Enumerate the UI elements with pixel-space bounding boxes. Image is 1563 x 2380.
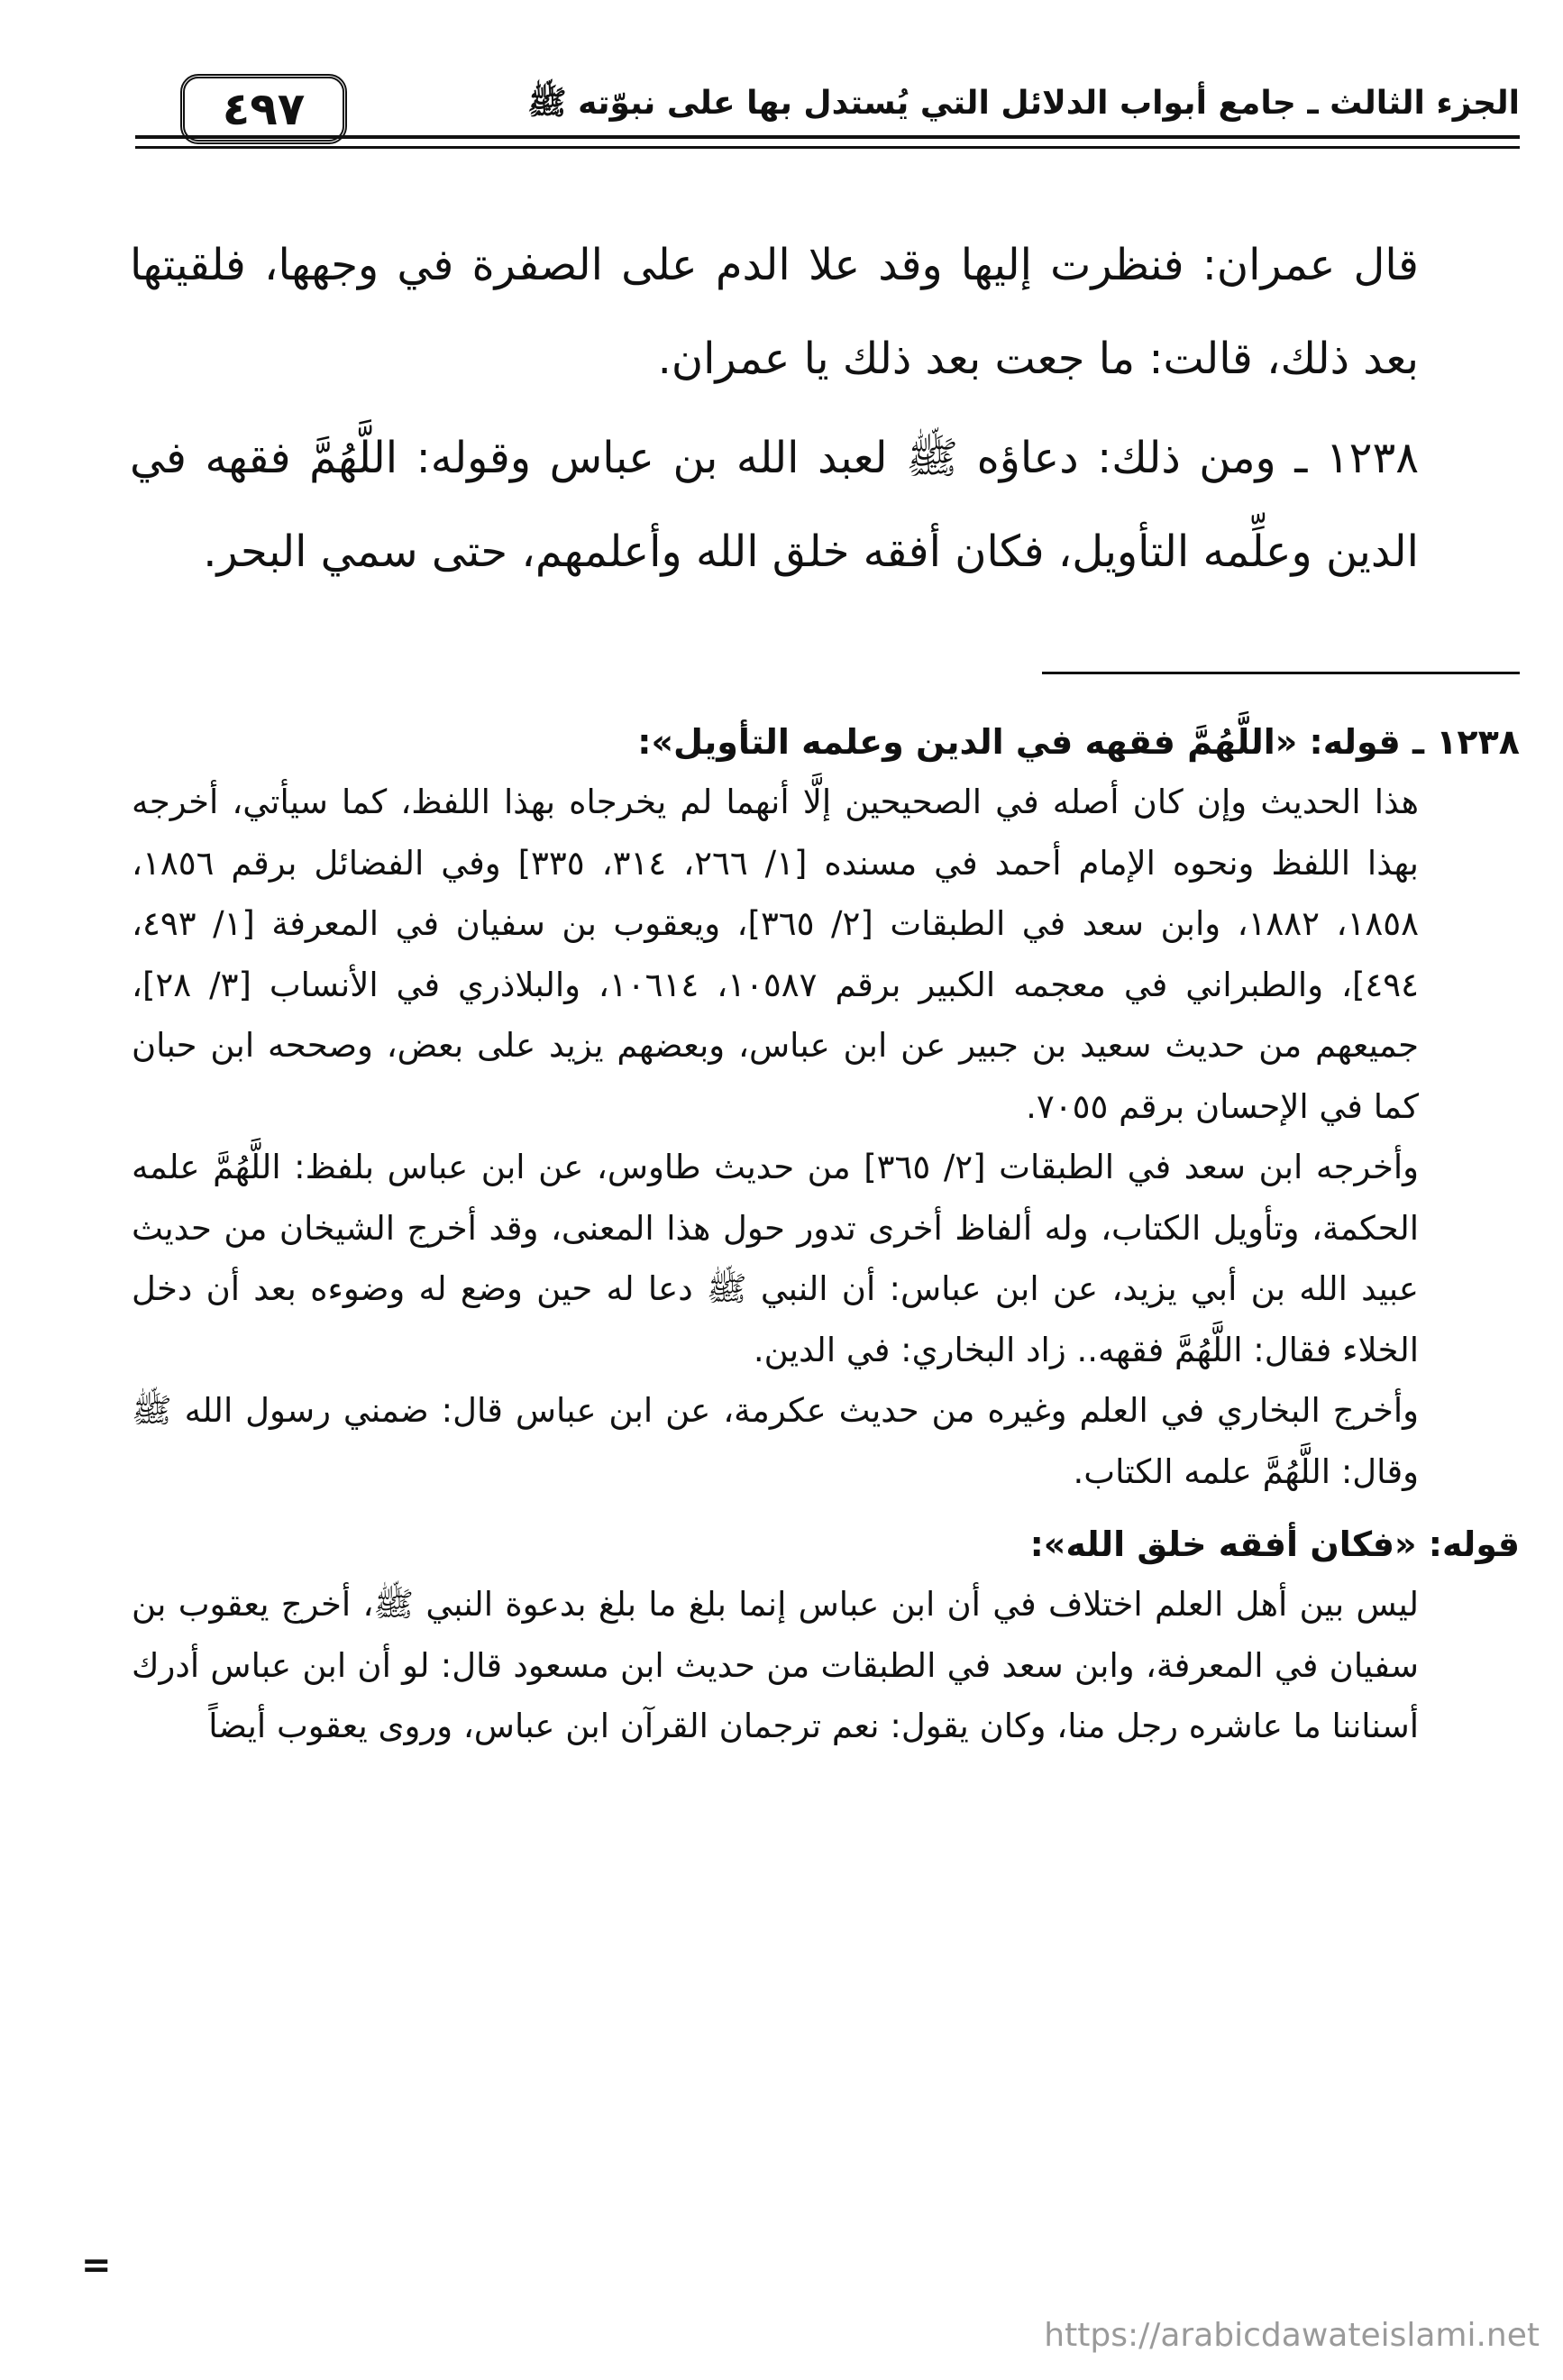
watermark-url: https://arabicdawateislami.net [1044, 2317, 1540, 2354]
commentary-heading: ١٢٣٨ ـ قوله: «اللَّهُمَّ فقهه في الدين وعلمه التأويل»: [637, 722, 1520, 762]
header-rule-bottom [135, 146, 1520, 149]
commentary-paragraph: وأخرج البخاري في العلم وغيره من حديث عكرمة، عن ابن عباس قال: ضمني رسول الله ﷺ وقال: اللَّهُمَّ علمه الكتاب. [132, 1391, 1419, 1491]
running-header-title: الجزء الثالث ـ جامع أبواب الدلائل التي يُستدل بها على نبوّته ﷺ [527, 85, 1520, 122]
commentary-paragraph: وأخرجه ابن سعد في الطبقات [٢/ ٣٦٥] من حديث طاوس، عن ابن عباس بلفظ: اللَّهُمَّ علمه الحكمة، وتأويل الكتاب، وله ألفاظ أخرى تدور حول هذا المعنى، وقد أخرج الشيخان من حديث عبيد الله بن أبي يزيد، عن ابن عباس: أن النبي ﷺ دعا له حين وضع له وضوءه بعد أن دخل الخلاء فقال: اللَّهُمَّ فقهه.. زاد البخاري: في الدين. [132, 1148, 1419, 1369]
commentary-paragraph: هذا الحديث وإن كان أصله في الصحيحين إلَّا أنهما لم يخرجاه بهذا اللفظ، كما سيأتي، أخرجه بهذا اللفظ ونحوه الإمام أحمد في مسنده [١/ ٢٦٦، ٣١٤، ٣٣٥] وفي الفضائل برقم ١٨٥٦، ١٨٥٨، ١٨٨٢، وابن سعد في الطبقات [٢/ ٣٦٥]، ويعقوب بن سفيان في المعرفة [١/ ٤٩٣، ٤٩٤]، والطبراني في معجمه الكبير برقم ١٠٥٨٧، ١٠٦١٤، والبلاذري في الأنساب [٣/ ٢٨]، جميعهم من حديث سعيد بن جبير عن ابن عباس، وبعضهم يزيد على بعض، وصححه ابن حبان كما في الإحسان برقم ٧٠٥٥. [132, 783, 1420, 1126]
footnote-divider [1042, 672, 1520, 674]
commentary-paragraph: ليس بين أهل العلم اختلاف في أن ابن عباس إنما بلغ ما بلغ بدعوة النبي ﷺ، أخرج يعقوب بن سفيان في المعرفة، وابن سعد في الطبقات من حديث ابن مسعود قال: لو أن ابن عباس أدرك أسناننا ما عاشره رجل منا، وكان يقول: نعم ترجمان القرآن ابن عباس، وروى يعقوب أيضاً [132, 1585, 1419, 1745]
commentary-heading: قوله: «فكان أفقه خلق الله»: [1029, 1524, 1520, 1564]
page-number-box [180, 74, 347, 144]
main-paragraph: ١٢٣٨ ـ ومن ذلك: دعاؤه ﷺ لعبد الله بن عباس وقوله: اللَّهُمَّ فقهه في الدين وعلِّمه التأويل، فكان أفقه خلق الله وأعلمهم، حتى سمي البحر. [130, 433, 1419, 577]
main-paragraph: قال عمران: فنظرت إليها وقد علا الدم على الصفرة في وجهها، فلقيتها بعد ذلك، قالت: ما جعت بعد ذلك يا عمران. [130, 240, 1419, 384]
page-number: ٤٩٧ [222, 83, 306, 135]
continuation-mark: = [81, 2245, 112, 2286]
main-text [130, 218, 1419, 599]
commentary-section [132, 712, 1520, 1757]
header-rule-top [135, 135, 1520, 139]
